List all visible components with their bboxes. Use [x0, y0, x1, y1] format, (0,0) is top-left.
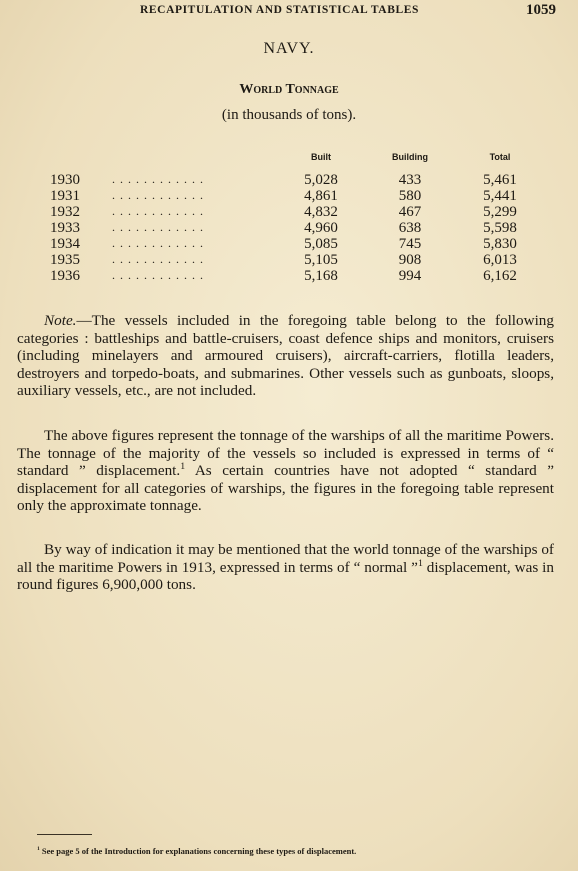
cell-total: 6,162: [483, 268, 517, 284]
paragraph-text: By way of indication it may be mentioned that the world tonnage of the warships of all the maritime Powers in 1913, expressed in terms of “ normal ”: [17, 541, 554, 576]
footnote-marker: 1: [180, 461, 186, 473]
cell-total: 5,441: [483, 188, 517, 204]
column-header-built: Built: [311, 152, 331, 162]
row-year: 1931: [50, 188, 80, 204]
table-row: [0, 172, 578, 188]
cell-building: 433: [398, 172, 422, 188]
column-header-total: Total: [489, 152, 511, 162]
table-row: [0, 204, 578, 220]
table-subtitle: (in thousands of tons).: [221, 107, 357, 123]
paragraph-text: As certain countries have not adopted “ standard ” displacement for all categories of warships, the figures in the foregoing table represent only the approximate tonnage.: [17, 462, 555, 515]
paragraph-world-tonnage-1913: [17, 541, 554, 594]
column-header-building: Building: [392, 152, 428, 162]
row-year: 1930: [50, 172, 80, 188]
row-year: 1936: [50, 268, 80, 284]
leader-dots: . . . . . . . . . . . .: [112, 188, 204, 202]
cell-building: 467: [398, 204, 422, 220]
cell-total: 5,830: [483, 236, 517, 252]
row-year: 1934: [50, 236, 80, 252]
footnote-text: See page 5 of the Introduction for explanations concerning these types of displacement.: [39, 846, 357, 856]
cell-built: 4,832: [304, 204, 338, 220]
leader-dots: . . . . . . . . . . . .: [112, 236, 204, 250]
footnote-marker: 1: [417, 557, 423, 569]
leader-dots: . . . . . . . . . . . .: [112, 204, 204, 218]
row-year: 1935: [50, 252, 80, 268]
note-label: Note.: [44, 312, 77, 329]
table-row: [0, 268, 578, 284]
cell-building: 994: [398, 268, 422, 284]
cell-building: 580: [398, 188, 422, 204]
note-paragraph: [17, 312, 554, 400]
row-year: 1932: [50, 204, 80, 220]
leader-dots: . . . . . . . . . . . .: [112, 268, 204, 282]
cell-built: 5,105: [304, 252, 338, 268]
cell-built: 5,085: [304, 236, 338, 252]
paragraph-standard-displacement: [17, 427, 554, 515]
footnote-number: 1: [37, 846, 40, 853]
cell-total: 6,013: [483, 252, 517, 268]
cell-building: 638: [398, 220, 422, 236]
cell-building: 908: [398, 252, 422, 268]
cell-built: 5,168: [304, 268, 338, 284]
row-year: 1933: [50, 220, 80, 236]
footnote: [37, 846, 356, 856]
section-title: NAVY.: [263, 40, 315, 57]
cell-built: 4,960: [304, 220, 338, 236]
table-row: [0, 252, 578, 268]
running-title: RECAPITULATION AND STATISTICAL TABLES: [140, 4, 420, 16]
paragraph-text: The above figures represent the tonnage of the warships of all the maritime Powers. The tonnage of the majority of the vessels so included is expressed in terms of “ standard ” displacement.: [17, 427, 554, 480]
cell-total: 5,299: [483, 204, 517, 220]
table-title: World Tonnage: [239, 82, 339, 97]
leader-dots: . . . . . . . . . . . .: [112, 252, 204, 266]
running-head: [0, 4, 578, 20]
paragraph-text: displacement, was in round figures 6,900,000 tons.: [17, 558, 555, 594]
note-text: —The vessels included in the foregoing table belong to the following categories : battleships and battle-cruisers, coast defence ships and monitors, cruisers (including minelayers and armoured cruisers), aircraft-carriers, flotilla leaders, destroyers and torpedo-boats, and submarines. Other vessels such as gunboats, sloops, auxiliary vessels, etc., are not included.: [17, 312, 554, 400]
cell-total: 5,598: [483, 220, 517, 236]
footnote-divider: [37, 834, 92, 835]
page-number: 1059: [526, 2, 556, 18]
leader-dots: . . . . . . . . . . . .: [112, 172, 204, 186]
leader-dots: . . . . . . . . . . . .: [112, 220, 204, 234]
cell-total: 5,461: [483, 172, 517, 188]
table-row: [0, 220, 578, 236]
table-row: [0, 236, 578, 252]
table-row: [0, 188, 578, 204]
cell-building: 745: [398, 236, 422, 252]
cell-built: 5,028: [304, 172, 338, 188]
cell-built: 4,861: [304, 188, 338, 204]
